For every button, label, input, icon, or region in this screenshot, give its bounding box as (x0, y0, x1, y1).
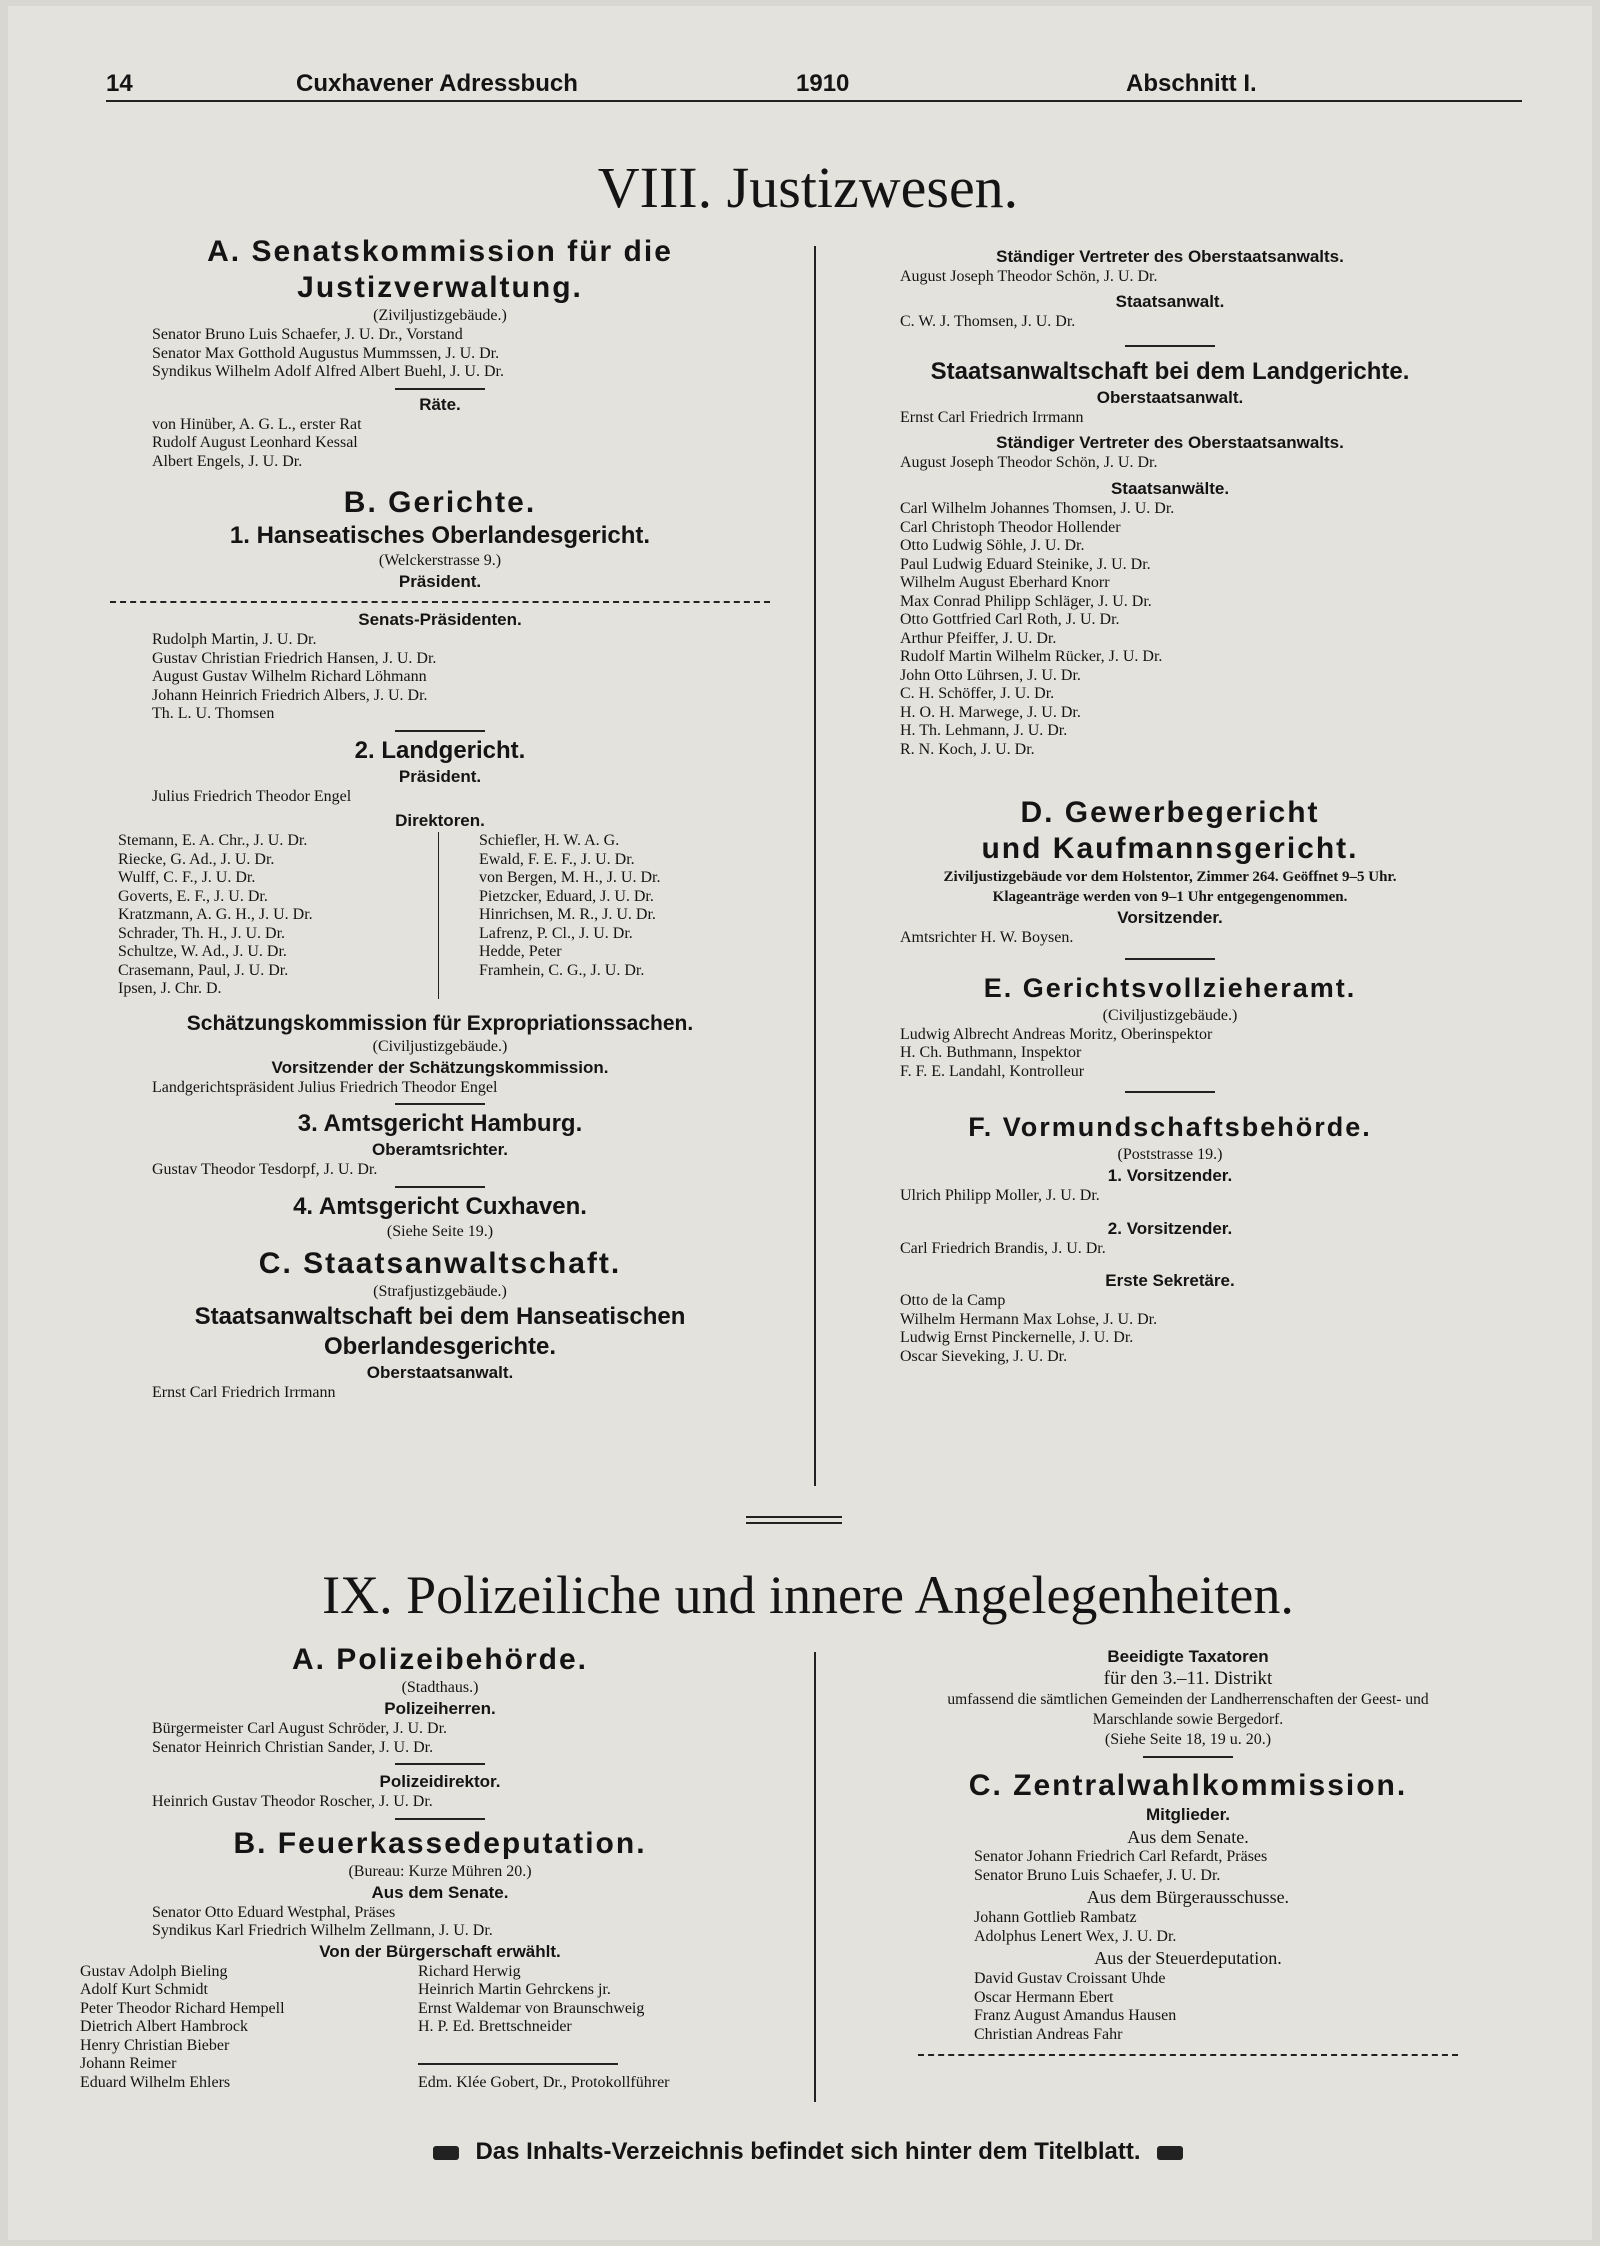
footer-note: Das Inhalts-Verzeichnis befindet sich hinter dem Titelblatt. (475, 2138, 1141, 2165)
member: Rudolph Martin, J. U. Dr. (152, 631, 317, 648)
lg-ober: Ernst Carl Friedrich Irrmann (900, 409, 1084, 426)
member: Wilhelm Hermann Max Lohse, J. U. Dr. (900, 1310, 1158, 1328)
schaetz-vors: Landgerichtspräsident Julius Friedrich Theodor Engel (152, 1078, 498, 1096)
separator (395, 1103, 485, 1105)
member: Crasemann, Paul, J. U. Dr. (118, 961, 289, 979)
polizeidirektor-label: Polizeidirektor. (379, 1772, 501, 1791)
separator (395, 1818, 485, 1820)
member: Pietzcker, Eduard, J. U. Dr. (479, 887, 654, 905)
member: Ludwig Albrecht Andreas Moritz, Oberinspektor (900, 1025, 1213, 1043)
vacant-dash-line (110, 601, 770, 603)
separator (395, 1763, 485, 1765)
section-a-note: (Ziviljustizgebäude.) (373, 307, 507, 324)
direktoren-label: Direktoren. (395, 811, 485, 830)
section-f-note: (Poststrasse 19.) (1117, 1146, 1223, 1163)
taxatoren-ref: (Siehe Seite 18, 19 u. 20.) (1104, 1731, 1272, 1748)
polizeiherren-label: Polizeiherren. (384, 1699, 496, 1718)
separator (1125, 1091, 1215, 1093)
lg-heading: 2. Landgericht. (354, 736, 526, 764)
ix-c-heading: C. Zentralwahlkommission. (968, 1769, 1408, 1802)
gewerbe-vors: Amtsrichter H. W. Boysen. (900, 929, 1074, 946)
viii-right-column (850, 246, 1490, 1366)
senat-label: Aus dem Senate. (371, 1882, 509, 1902)
raete-label: Räte. (419, 394, 461, 414)
sekretaere-label: Erste Sekretäre. (1105, 1271, 1235, 1290)
member: Otto Ludwig Söhle, J. U. Dr. (900, 537, 1085, 554)
member: Schrader, Th. H., J. U. Dr. (118, 924, 286, 942)
direktoren-right (439, 832, 810, 999)
ix-right-column (838, 1646, 1538, 2056)
member: Ernst Waldemar von Braunschweig (418, 1999, 645, 2017)
member: Adolphus Lenert Wex, J. U. Dr. (974, 1927, 1177, 1945)
member: Senator Bruno Luis Schaefer, J. U. Dr., Vorstand (152, 326, 463, 343)
section-f-heading: F. Vormundschaftsbehörde. (968, 1112, 1372, 1142)
running-header (106, 66, 1522, 102)
member: Oscar Hermann Ebert (974, 1988, 1114, 2006)
directory-page (8, 6, 1592, 2240)
member: Paul Ludwig Eduard Steinike, J. U. Dr. (900, 555, 1151, 573)
section-c-note: (Strafjustizgebäude.) (373, 1282, 507, 1300)
member: Wilhelm August Eberhard Knorr (900, 574, 1110, 591)
member: Carl Christoph Theodor Hollender (900, 518, 1121, 536)
member: Johann Reimer (80, 2055, 177, 2072)
olg-note: (Welckerstrasse 9.) (378, 552, 502, 569)
chapter-title-viii: VIII. Justizwesen. (597, 155, 1019, 220)
staatsanwaelte-list (850, 500, 1490, 759)
member: Th. L. U. Thomsen (152, 705, 275, 722)
member: Otto de la Camp (900, 1292, 1006, 1309)
pointing-hand-icon (433, 2146, 459, 2160)
section-d-note-2: Klageanträge werden von 9–1 Uhr entgegengenommen. (992, 889, 1348, 905)
section-a-heading-2: Justizverwaltung. (297, 271, 583, 304)
chapter-title-ix: IX. Polizeiliche und innere Angelegenheiten. (322, 1565, 1294, 1625)
member: Kratzmann, A. G. H., J. U. Dr. (118, 906, 313, 923)
member: C. H. Schöffer, J. U. Dr. (900, 685, 1055, 702)
lg-staendig: August Joseph Theodor Schön, J. U. Dr. (900, 453, 1158, 471)
member: Syndikus Karl Friedrich Wilhelm Zellmann, J. U. Dr. (152, 1922, 493, 1939)
member: Gustav Christian Friedrich Hansen, J. U. Dr. (152, 649, 437, 667)
taxatoren-scope-2: Marschlande sowie Bergedorf. (1092, 1711, 1284, 1728)
schaetz-vors-label: Vorsitzender der Schätzungskommission. (271, 1057, 609, 1077)
member: Albert Engels, J. U. Dr. (152, 452, 303, 470)
member: Arthur Pfeiffer, J. U. Dr. (900, 629, 1057, 647)
member: Richard Herwig (418, 1962, 521, 1980)
section-label: Abschnitt I. (1126, 70, 1257, 97)
member: R. N. Koch, J. U. Dr. (900, 740, 1035, 758)
member: Senator Max Gotthold Augustus Mummssen, J. U. Dr. (152, 344, 500, 362)
member: Senator Heinrich Christian Sander, J. U. Dr. (152, 1738, 434, 1756)
chapter-separator-2 (746, 1522, 842, 1524)
c-buerger-label: Aus dem Bürgerausschusse. (1086, 1887, 1290, 1907)
separator (395, 388, 485, 390)
ix-a-heading: A. Polizeibehörde. (291, 1643, 589, 1676)
member: Ludwig Ernst Pinckernelle, J. U. Dr. (900, 1329, 1134, 1346)
column-divider-ix (814, 1652, 816, 2102)
member: Senator Bruno Luis Schaefer, J. U. Dr. (974, 1866, 1221, 1884)
member: Heinrich Martin Gehrckens jr. (418, 1981, 611, 1998)
ix-left-column (70, 1642, 810, 2093)
v1: Ulrich Philipp Moller, J. U. Dr. (900, 1187, 1100, 1204)
member: Johann Gottlieb Rambatz (974, 1909, 1137, 1926)
member: Syndikus Wilhelm Adolf Alfred Albert Buehl, J. U. Dr. (152, 363, 504, 380)
member: Hinrichsen, M. R., J. U. Dr. (479, 906, 656, 923)
year: 1910 (796, 70, 850, 97)
taxatoren-scope: umfassend die sämtlichen Gemeinden der Landherrenschaften der Geest- und (947, 1691, 1429, 1708)
sta-olg-heading-2: Oberlandesgerichte. (323, 1332, 557, 1360)
member: John Otto Lührsen, J. U. Dr. (900, 666, 1081, 684)
member: Franz August Amandus Hausen (974, 2007, 1177, 2024)
member: F. F. E. Landahl, Kontrolleur (900, 1062, 1085, 1080)
staatsanwaelte-label: Staatsanwälte. (1110, 479, 1230, 498)
separator (395, 730, 485, 732)
separator (1125, 958, 1215, 960)
polizeidirektor: Heinrich Gustav Theodor Roscher, J. U. Dr. (152, 1793, 433, 1810)
member: Christian Andreas Fahr (974, 2025, 1123, 2043)
member: H. Ch. Buthmann, Inspektor (900, 1044, 1082, 1061)
oberamts-label: Oberamtsrichter. (371, 1140, 509, 1159)
separator (395, 1186, 485, 1188)
senats-label: Senats-Präsidenten. (358, 610, 522, 629)
member: Riecke, G. Ad., J. U. Dr. (118, 850, 275, 868)
member: Otto Gottfried Carl Roth, J. U. Dr. (900, 611, 1120, 628)
section-e-note: (Civiljustizgebäude.) (1102, 1006, 1238, 1024)
chapter-separator (746, 1516, 842, 1518)
sta-lg-heading: Staatsanwaltschaft bei dem Landgerichte. (930, 358, 1410, 385)
member: von Hinüber, A. G. L., erster Rat (152, 415, 362, 433)
dash-line (918, 2054, 1458, 2056)
member: Rudolf Martin Wilhelm Rücker, J. U. Dr. (900, 648, 1163, 665)
section-d-note: Ziviljustizgebäude vor dem Holstentor, Zimmer 264. Geöffnet 9–5 Uhr. (943, 869, 1397, 885)
v2: Carl Friedrich Brandis, J. U. Dr. (900, 1239, 1106, 1257)
section-c-heading: C. Staatsanwaltschaft. (258, 1246, 622, 1280)
page-number: 14 (106, 70, 133, 97)
member: H. P. Ed. Brettschneider (418, 2018, 572, 2035)
footer-note-row (8, 2138, 1592, 2166)
member: Rudolf August Leonhard Kessal (152, 434, 358, 451)
member: Framhein, C. G., J. U. Dr. (479, 961, 645, 979)
member: Senator Otto Eduard Westphal, Präses (152, 1903, 396, 1921)
sta-olg-heading: Staatsanwaltschaft bei dem Hanseatischen (194, 1302, 686, 1330)
member: Adolf Kurt Schmidt (80, 1981, 208, 1998)
member: Gustav Adolph Bieling (80, 1962, 228, 1980)
ag-hamburg-heading: 3. Amtsgericht Hamburg. (297, 1110, 583, 1137)
member: Johann Heinrich Friedrich Albers, J. U. Dr. (152, 686, 428, 704)
member: Bürgermeister Carl August Schröder, J. U. Dr. (152, 1720, 448, 1737)
member: Lafrenz, P. Cl., J. U. Dr. (479, 924, 633, 942)
ix-a-note: (Stadthaus.) (401, 1679, 479, 1696)
member: Ipsen, J. Chr. D. (118, 980, 222, 997)
v2-label: 2. Vorsitzender. (1107, 1218, 1233, 1238)
mitglieder-label: Mitglieder. (1145, 1805, 1231, 1824)
member: David Gustav Croissant Uhde (974, 1970, 1166, 1987)
oberstaatsanwalt: Ernst Carl Friedrich Irrmann (152, 1383, 336, 1401)
section-e-heading: E. Gerichtsvollzieheramt. (983, 972, 1357, 1003)
staatsanwalt: C. W. J. Thomsen, J. U. Dr. (900, 312, 1076, 330)
buergerschaft-left (80, 1963, 418, 2093)
c-senat-label: Aus dem Senate. (1127, 1827, 1249, 1847)
section-b-heading: B. Gerichte. (343, 486, 537, 519)
staatsanwalt-label: Staatsanwalt. (1115, 291, 1225, 311)
protokollfuehrer: Edm. Klée Gobert, Dr., Protokollführer (418, 2074, 670, 2091)
ix-b-heading: B. Feuerkassedeputation. (233, 1826, 647, 1860)
viii-left-column (70, 234, 810, 1402)
member: Schultze, W. Ad., J. U. Dr. (118, 943, 287, 960)
member: Eduard Wilhelm Ehlers (80, 2073, 231, 2091)
member: Max Conrad Philipp Schläger, J. U. Dr. (900, 592, 1152, 610)
member: Peter Theodor Richard Hempell (80, 1999, 285, 2017)
member: Carl Wilhelm Johannes Thomsen, J. U. Dr. (900, 500, 1175, 517)
section-d-heading-2: und Kaufmannsgericht. (981, 832, 1359, 865)
column-divider (814, 246, 816, 1486)
member: Wulff, C. F., J. U. Dr. (118, 869, 256, 886)
member: Stemann, E. A. Chr., J. U. Dr. (118, 832, 308, 849)
direktoren-left (118, 832, 439, 999)
separator (1143, 1756, 1233, 1758)
schaetz-heading: Schätzungskommission für Expropriationssachen. (186, 1011, 694, 1035)
member: Dietrich Albert Hambrock (80, 2018, 248, 2035)
member: Ewald, F. E. F., J. U. Dr. (479, 850, 635, 868)
taxatoren-district: für den 3.–11. Distrikt (1103, 1668, 1273, 1689)
member: H. O. H. Marwege, J. U. Dr. (900, 703, 1081, 721)
member: Schiefler, H. W. A. G. (479, 832, 620, 849)
member: Senator Johann Friedrich Carl Refardt, Präses (974, 1848, 1268, 1865)
lg-staendig-label: Ständiger Vertreter des Oberstaatsanwalts. (996, 432, 1344, 452)
section-a-heading: A. Senatskommission für die (207, 235, 673, 268)
ag-cuxhaven-heading: 4. Amtsgericht Cuxhaven. (293, 1192, 587, 1220)
v1-label: 1. Vorsitzender. (1107, 1166, 1233, 1185)
member: Goverts, E. F., J. U. Dr. (118, 887, 268, 905)
gewerbe-vors-label: Vorsitzender. (1117, 908, 1223, 927)
taxatoren-label: Beeidigte Taxatoren (1107, 1647, 1269, 1666)
praesident-label: Präsident. (398, 572, 482, 591)
member: August Gustav Wilhelm Richard Löhmann (152, 668, 427, 685)
olg-heading: 1. Hanseatisches Oberlandesgericht. (229, 522, 651, 549)
oberamts: Gustav Theodor Tesdorpf, J. U. Dr. (152, 1161, 378, 1178)
lg-praesident-label: Präsident. (398, 766, 482, 786)
buergerschaft-label: Von der Bürgerschaft erwählt. (319, 1941, 561, 1961)
c-steuer-label: Aus der Steuerdeputation. (1094, 1948, 1282, 1968)
book-title: Cuxhavener Adressbuch (296, 70, 578, 97)
member: Oscar Sieveking, J. U. Dr. (900, 1347, 1068, 1365)
member: Henry Christian Bieber (80, 2036, 230, 2054)
schaetz-note: (Civiljustizgebäude.) (372, 1037, 508, 1055)
staendig-label: Ständiger Vertreter des Oberstaatsanwalts. (996, 247, 1344, 266)
member: Hedde, Peter (479, 943, 562, 960)
member: H. Th. Lehmann, J. U. Dr. (900, 722, 1068, 739)
lg-ober-label: Oberstaatsanwalt. (1096, 388, 1244, 407)
oberstaatsanwalt-label: Oberstaatsanwalt. (366, 1362, 514, 1382)
section-d-heading: D. Gewerbegericht (1020, 796, 1320, 829)
ag-cuxhaven-note: (Siehe Seite 19.) (386, 1222, 494, 1240)
pointing-hand-icon (1157, 2146, 1183, 2160)
separator (1125, 345, 1215, 347)
buergerschaft-right (418, 1963, 810, 2093)
member: von Bergen, M. H., J. U. Dr. (479, 869, 661, 886)
lg-praesident: Julius Friedrich Theodor Engel (152, 787, 352, 805)
staendig: August Joseph Theodor Schön, J. U. Dr. (900, 268, 1158, 285)
ix-b-note: (Bureau: Kurze Mühren 20.) (348, 1862, 532, 1880)
